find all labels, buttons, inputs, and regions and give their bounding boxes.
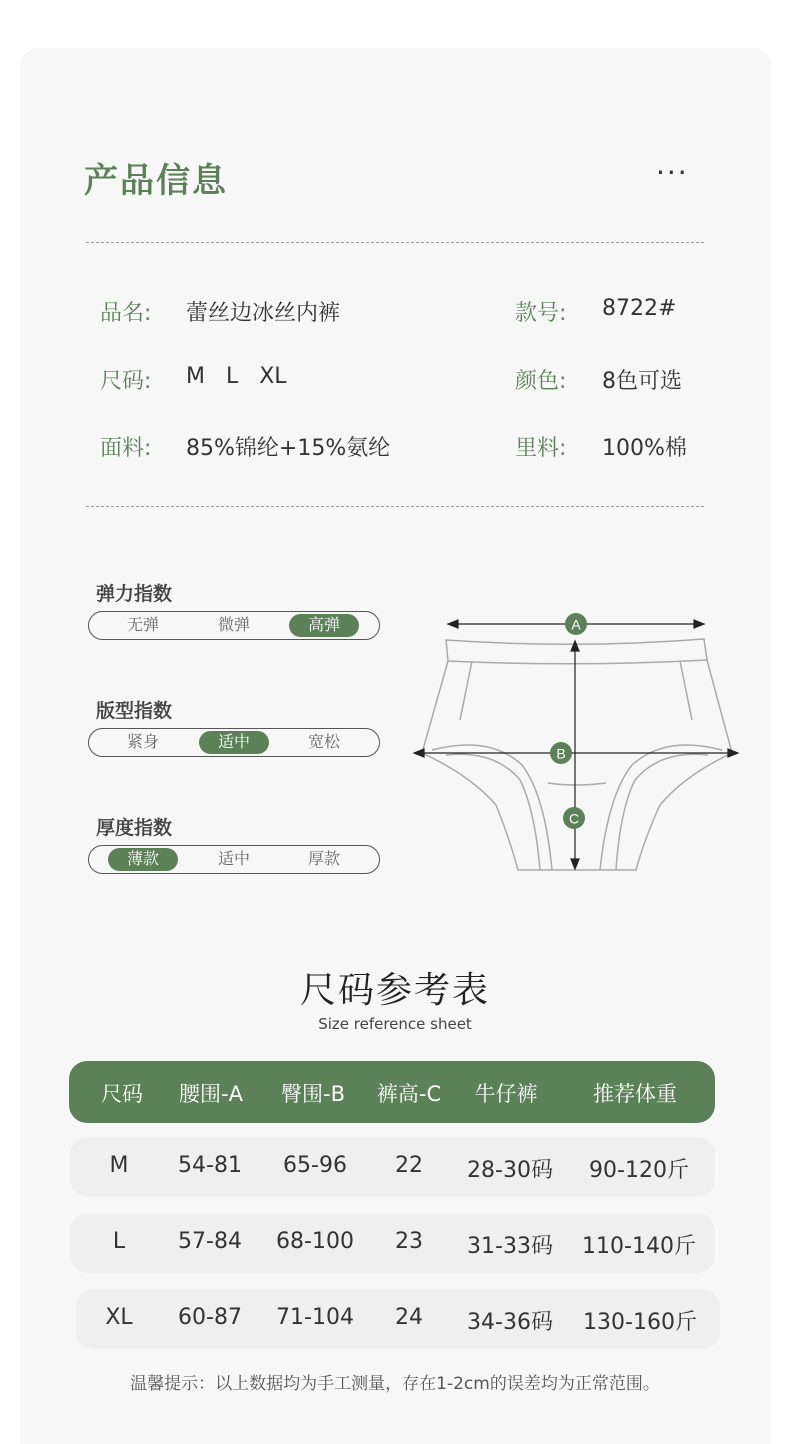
elasticity-index-scale <box>88 611 380 640</box>
cell-rise: 22 <box>395 1153 423 1178</box>
cell-weight: 110-140斤 <box>582 1234 696 1259</box>
fit-index-title: 版型指数 <box>96 700 173 722</box>
cell-weight: 130-160斤 <box>583 1310 697 1335</box>
thickness-index-title: 厚度指数 <box>96 817 173 839</box>
size-table-header <box>69 1061 715 1123</box>
briefs-measurement-diagram <box>410 605 750 885</box>
more-options-icon[interactable]: ··· <box>656 156 689 189</box>
cell-hip: 71-104 <box>276 1305 354 1330</box>
size-table-row <box>70 1213 715 1273</box>
cell-jeans: 34-36码 <box>467 1310 553 1335</box>
header-size: 尺码 <box>101 1082 143 1106</box>
header-jeans: 牛仔裤 <box>474 1082 538 1106</box>
cell-waist: 54-81 <box>178 1153 242 1178</box>
size-table-row <box>76 1289 720 1349</box>
divider <box>86 506 704 507</box>
cell-size: XL <box>105 1305 133 1330</box>
elasticity-option: 无弹 <box>126 615 159 634</box>
info-label-color: 颜色: <box>515 369 567 394</box>
cell-rise: 23 <box>395 1229 423 1254</box>
info-label-style-no: 款号: <box>515 301 567 326</box>
info-value-color: 8色可选 <box>602 369 682 394</box>
thickness-option: 适中 <box>217 849 250 868</box>
svg-text:C: C <box>568 810 580 827</box>
size-table-row <box>70 1137 715 1197</box>
info-value-size: M L XL <box>186 364 287 389</box>
fit-option-selected: 适中 <box>199 731 269 754</box>
thickness-option: 厚款 <box>307 849 340 868</box>
size-chart-title: 尺码参考表 <box>299 970 490 1011</box>
cell-weight: 90-120斤 <box>589 1158 689 1183</box>
thickness-index-scale <box>88 845 380 874</box>
info-value-lining: 100%棉 <box>602 436 687 461</box>
divider <box>86 242 704 243</box>
header-waist: 腰围-A <box>179 1082 243 1106</box>
cell-hip: 65-96 <box>283 1153 347 1178</box>
info-value-style-no: 8722# <box>602 296 677 321</box>
fit-option: 宽松 <box>307 732 340 751</box>
info-label-size: 尺码: <box>100 369 152 394</box>
cell-jeans: 28-30码 <box>467 1158 553 1183</box>
section-title: 产品信息 <box>84 161 228 201</box>
elasticity-option-selected: 高弹 <box>289 614 359 637</box>
info-label-name: 品名: <box>100 301 152 326</box>
cell-rise: 24 <box>395 1305 423 1330</box>
measurement-marker-a <box>565 613 587 635</box>
svg-text:A: A <box>571 616 581 633</box>
header-weight: 推荐体重 <box>593 1082 677 1106</box>
info-value-fabric: 85%锦纶+15%氨纶 <box>186 436 391 461</box>
header-rise: 裤高-C <box>376 1082 442 1106</box>
measurement-marker-b <box>550 742 572 764</box>
header-hip: 臀围-B <box>281 1082 345 1106</box>
info-label-lining: 里料: <box>515 436 567 461</box>
cell-jeans: 31-33码 <box>467 1234 553 1259</box>
cell-hip: 68-100 <box>276 1229 354 1254</box>
info-value-name: 蕾丝边冰丝内裤 <box>186 301 341 326</box>
measurement-marker-c <box>563 807 585 829</box>
thickness-option-selected: 薄款 <box>108 848 178 871</box>
elasticity-option: 微弹 <box>217 615 250 634</box>
fit-index-scale <box>88 728 380 757</box>
fit-option: 紧身 <box>126 732 159 751</box>
measurement-note: 温馨提示：以上数据均为手工测量，存在1-2cm的误差均为正常范围。 <box>130 1374 660 1394</box>
svg-text:B: B <box>556 745 566 762</box>
cell-waist: 60-87 <box>178 1305 242 1330</box>
cell-size: M <box>109 1153 129 1178</box>
size-chart-subtitle: Size reference sheet <box>318 1015 472 1033</box>
elasticity-index-title: 弹力指数 <box>96 583 173 605</box>
cell-size: L <box>112 1229 126 1254</box>
info-label-fabric: 面料: <box>100 436 152 461</box>
cell-waist: 57-84 <box>178 1229 242 1254</box>
